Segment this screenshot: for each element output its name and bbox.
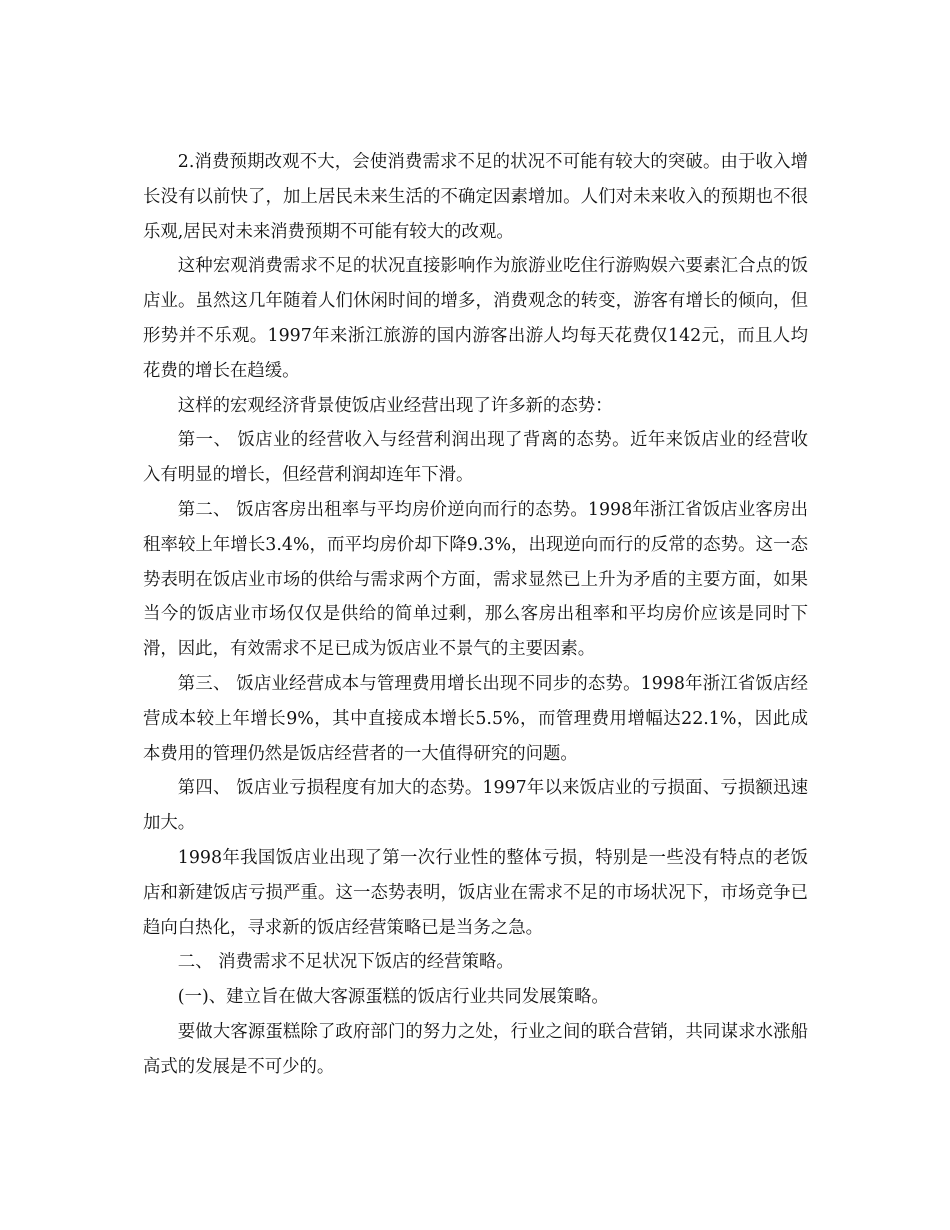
paragraph-trend-one: 第一、 饭店业的经营收入与经营利润出现了背离的态势。近年来饭店业的经营收入有明显的增长，但经营利润却连年下滑。 — [143, 430, 808, 486]
subsection-heading-joint-development: (一)、建立旨在做大客源蛋糕的饭店行业共同发展策略。 — [177, 987, 609, 1008]
paragraph-new-trends-intro: 这样的宏观经济背景使饭店业经营出现了许多新的态势： — [177, 395, 613, 416]
paragraph-consumption-expectation: 2.消费预期改观不大，会使消费需求不足的状况不可能有较大的突破。由于收入增长没有以前快了，加上居民未来生活的不确定因素增加。人们对未来收入的预期也不很乐观,居民对未来消费预期不可能有较大的改观。 — [143, 152, 808, 242]
section-heading-strategies: 二、 消费需求不足状况下饭店的经营策略。 — [177, 952, 514, 973]
paragraph-joint-marketing: 要做大客源蛋糕除了政府部门的努力之处，行业之间的联合营销，共同谋求水涨船高式的发展是不可少的。 — [143, 1021, 808, 1077]
paragraph-trend-three: 第三、 饭店业经营成本与管理费用增长出现不同步的态势。1998年浙江省饭店经营成本较上年增长9%，其中直接成本增长5.5%，而管理费用增幅达22.1%，因此成本费用的管理仍然是饭店经营者的一大值得研究的问题。 — [143, 673, 808, 764]
paragraph-trend-four: 第四、 饭店业亏损程度有加大的态势。1997年以来饭店业的亏损面、亏损额迅速加大。 — [143, 778, 808, 834]
paragraph-hotel-industry-impact: 这种宏观消费需求不足的状况直接影响作为旅游业吃住行游购娱六要素汇合点的饭店业。虽然这几年随着人们休闲时间的增多，消费观念的转变，游客有增长的倾向，但形势并不乐观。1997年来浙江旅游的国内游客出游人均每天花费仅142元，而且人均花费的增长在趋缓。 — [143, 256, 808, 381]
document-body — [143, 145, 808, 1085]
paragraph-trend-two: 第二、 饭店客房出租率与平均房价逆向而行的态势。1998年浙江省饭店业客房出租率较上年增长3.4%，而平均房价却下降9.3%，出现逆向而行的反常的态势。这一态势表明在饭店业市场的供给与需求两个方面，需求显然已上升为矛盾的主要方面，如果当今的饭店业市场仅仅是供给的简单过剩，那么客房出租率和平均房价应该是同时下滑，因此，有效需求不足已成为饭店业不景气的主要因素。 — [143, 499, 808, 660]
paragraph-industry-loss-1998: 1998年我国饭店业出现了第一次行业性的整体亏损，特别是一些没有特点的老饭店和新建饭店亏损严重。这一态势表明，饭店业在需求不足的市场状况下，市场竞争已趋向白热化，寻求新的饭店经营策略已是当务之急。 — [143, 847, 808, 938]
